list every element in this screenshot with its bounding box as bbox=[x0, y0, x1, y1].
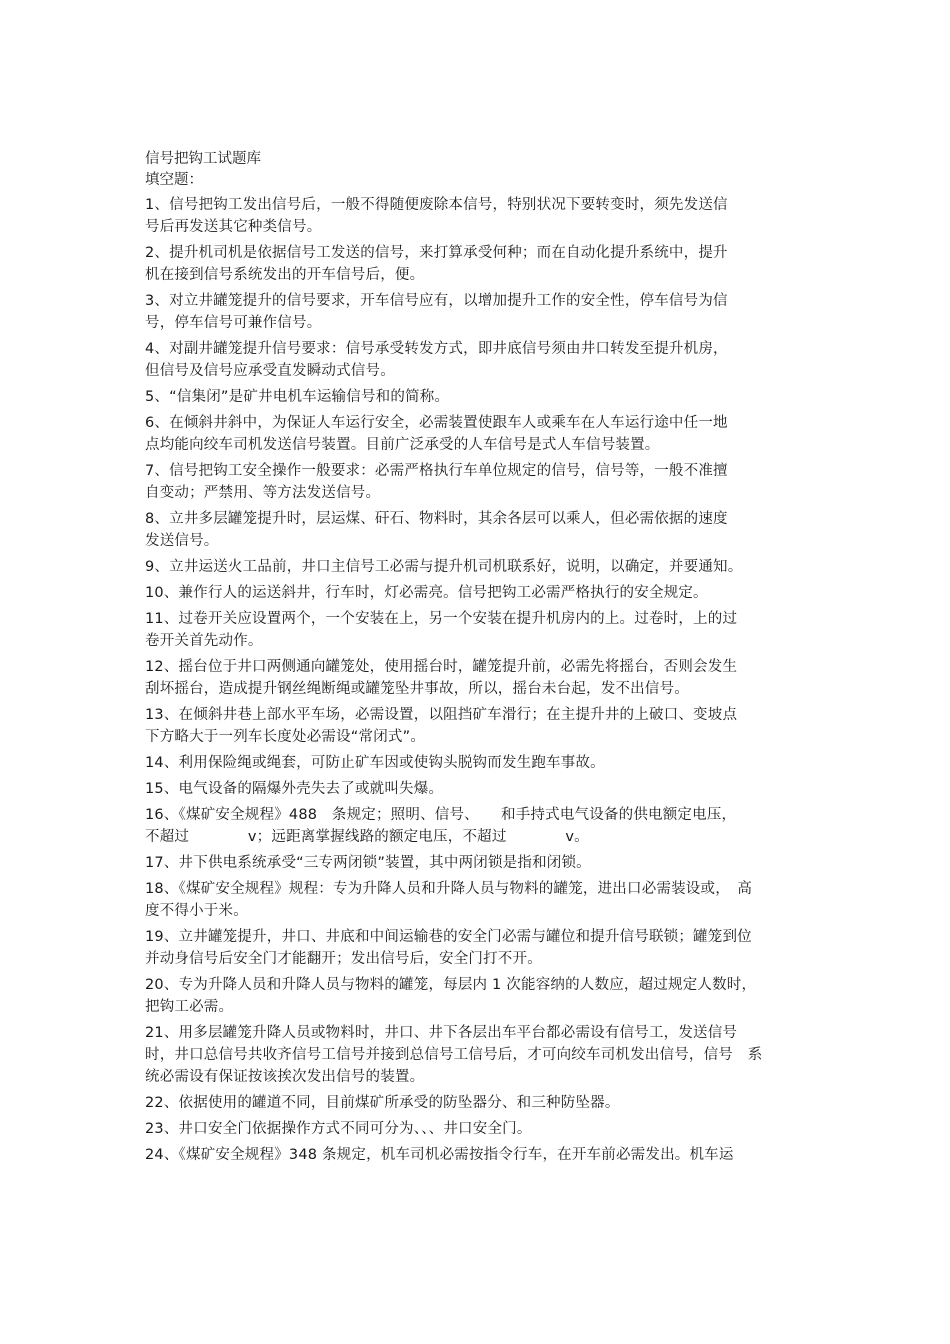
question-line: 24、《煤矿安全规程》348 条规定，机车司机必需按指令行车，在开车前必需发出。机车运 bbox=[145, 1147, 734, 1163]
question-item bbox=[145, 878, 810, 922]
question-line: 19、立井罐笼提升，井口、井底和中间运输巷的安全门必需与罐位和提升信号联锁；罐笼到位 bbox=[145, 929, 752, 945]
question-line: 23、井口安全门依据操作方式不同可分为、、、井口安全门。 bbox=[145, 1121, 532, 1137]
question-line: 10、兼作行人的运送斜井，行车时，灯必需亮。信号把钩工必需严格执行的安全规定。 bbox=[145, 585, 708, 601]
question-line: 度不得小于米。 bbox=[145, 903, 248, 919]
question-line: 12、摇台位于井口两侧通向罐笼处，使用摇台时，罐笼提升前，必需先将摇台，否则会发生 bbox=[145, 659, 738, 675]
question-item bbox=[145, 1144, 810, 1166]
question-line: 发送信号。 bbox=[145, 533, 219, 549]
question-line: 1、信号把钩工发出信号后，一般不得随便废除本信号，特别状况下要转变时，须先发送信 bbox=[145, 197, 728, 213]
question-line: 14、利用保险绳或绳套，可防止矿车因或使钩头脱钩而发生跑车事故。 bbox=[145, 755, 605, 771]
question-item bbox=[145, 386, 810, 408]
question-item bbox=[145, 242, 810, 286]
question-item bbox=[145, 852, 810, 874]
question-line: 号，停车信号可兼作信号。 bbox=[145, 315, 322, 331]
question-line: 8、立井多层罐笼提升时，层运煤、矸石、物料时，其余各层可以乘人，但必需依据的速度 bbox=[145, 511, 728, 527]
question-line: 2、提升机司机是依据信号工发送的信号，来打算承受何种；而在自动化提升系统中，提升 bbox=[145, 245, 728, 261]
question-line: 16、《煤矿安全规程》488 条规定；照明、信号、 和手持式电气设备的供电额定电压， bbox=[145, 807, 737, 823]
document-page bbox=[145, 150, 810, 1170]
question-item bbox=[145, 656, 810, 700]
question-line: 号后再发送其它种类信号。 bbox=[145, 219, 322, 235]
question-item bbox=[145, 1118, 810, 1140]
question-line: 时，井口总信号共收齐信号工信号并接到总信号工信号后，才可向绞车司机发出信号，信号 系 bbox=[145, 1047, 763, 1063]
question-item bbox=[145, 926, 810, 970]
question-item bbox=[145, 338, 810, 382]
question-line: 13、在倾斜井巷上部水平车场，必需设置，以阻挡矿车滑行；在主提升井的上破口、变坡点 bbox=[145, 707, 738, 723]
question-item bbox=[145, 1022, 810, 1088]
question-line: 21、用多层罐笼升降人员或物料时，井口、井下各层出车平台都必需设有信号工，发送信号 bbox=[145, 1025, 738, 1041]
question-line: 3、对立井罐笼提升的信号要求，开车信号应有，以增加提升工作的安全性，停车信号为信 bbox=[145, 293, 728, 309]
question-line: 15、电气设备的隔爆外壳失去了或就叫失爆。 bbox=[145, 781, 444, 797]
question-line: 9、立井运送火工品前，井口主信号工必需与提升机司机联系好，说明，以确定，并要通知。 bbox=[145, 559, 743, 575]
question-line: 把钩工必需。 bbox=[145, 999, 234, 1015]
question-item bbox=[145, 1092, 810, 1114]
question-line: 自变动；严禁用、等方法发送信号。 bbox=[145, 485, 381, 501]
question-line: 11、过卷开关应设置两个，一个安装在上，另一个安装在提升机房内的上。过卷时，上的过 bbox=[145, 611, 738, 627]
question-line: 4、对副井罐笼提升信号要求：信号承受转发方式，即井底信号须由井口转发至提升机房， bbox=[145, 341, 728, 357]
question-line: 20、专为升降人员和升降人员与物料的罐笼，每层内 1 次能容纳的人数应，超过规定人数时， bbox=[145, 977, 757, 993]
question-line: 卷开关首先动作。 bbox=[145, 633, 263, 649]
question-list bbox=[145, 194, 810, 1166]
question-item bbox=[145, 752, 810, 774]
question-item bbox=[145, 508, 810, 552]
question-item bbox=[145, 412, 810, 456]
question-line: 22、依据使用的罐道不同，目前煤矿所承受的防坠器分、和三种防坠器。 bbox=[145, 1095, 620, 1111]
question-line: 7、信号把钩工安全操作一般要求：必需严格执行车单位规定的信号，信号等，一般不准擅 bbox=[145, 463, 728, 479]
question-line: 刮坏摇台，造成提升钢丝绳断绳或罐笼坠井事故，所以，摇台未台起，发不出信号。 bbox=[145, 681, 689, 697]
question-line: 统必需设有保证按该挨次发出信号的装置。 bbox=[145, 1069, 425, 1085]
question-line: 并动身信号后安全门才能翻开；发出信号后，安全门打不开。 bbox=[145, 951, 542, 967]
question-line: 5、“信集闭”是矿井电机车运输信号和的简称。 bbox=[145, 389, 450, 405]
question-line: 不超过 v；远距离掌握线路的额定电压，不超过 v。 bbox=[145, 829, 589, 845]
question-item bbox=[145, 582, 810, 604]
question-line: 机在接到信号系统发出的开车信号后，便。 bbox=[145, 267, 425, 283]
question-line: 18、《煤矿安全规程》规程：专为升降人员和升降人员与物料的罐笼，进出口必需装设或， 高 bbox=[145, 881, 753, 897]
question-item bbox=[145, 778, 810, 800]
question-item bbox=[145, 974, 810, 1018]
question-line: 6、在倾斜井斜中，为保证人车运行安全，必需装置使跟车人或乘车在人车运行途中任一地 bbox=[145, 415, 728, 431]
question-line: 下方略大于一列车长度处必需设“常闭式”。 bbox=[145, 729, 426, 745]
question-item bbox=[145, 460, 810, 504]
section-heading: 填空题： bbox=[145, 172, 203, 188]
question-item bbox=[145, 804, 810, 848]
question-line: 点均能向绞车司机发送信号装置。目前广泛承受的人车信号是式人车信号装置。 bbox=[145, 437, 660, 453]
question-item bbox=[145, 290, 810, 334]
document-title: 信号把钩工试题库 bbox=[145, 151, 261, 167]
question-line: 17、井下供电系统承受“三专两闭锁”装置，其中两闭锁是指和闭锁。 bbox=[145, 855, 591, 871]
question-item bbox=[145, 556, 810, 578]
question-line: 但信号及信号应承受直发瞬动式信号。 bbox=[145, 363, 395, 379]
question-item bbox=[145, 608, 810, 652]
question-item bbox=[145, 704, 810, 748]
question-item bbox=[145, 194, 810, 238]
